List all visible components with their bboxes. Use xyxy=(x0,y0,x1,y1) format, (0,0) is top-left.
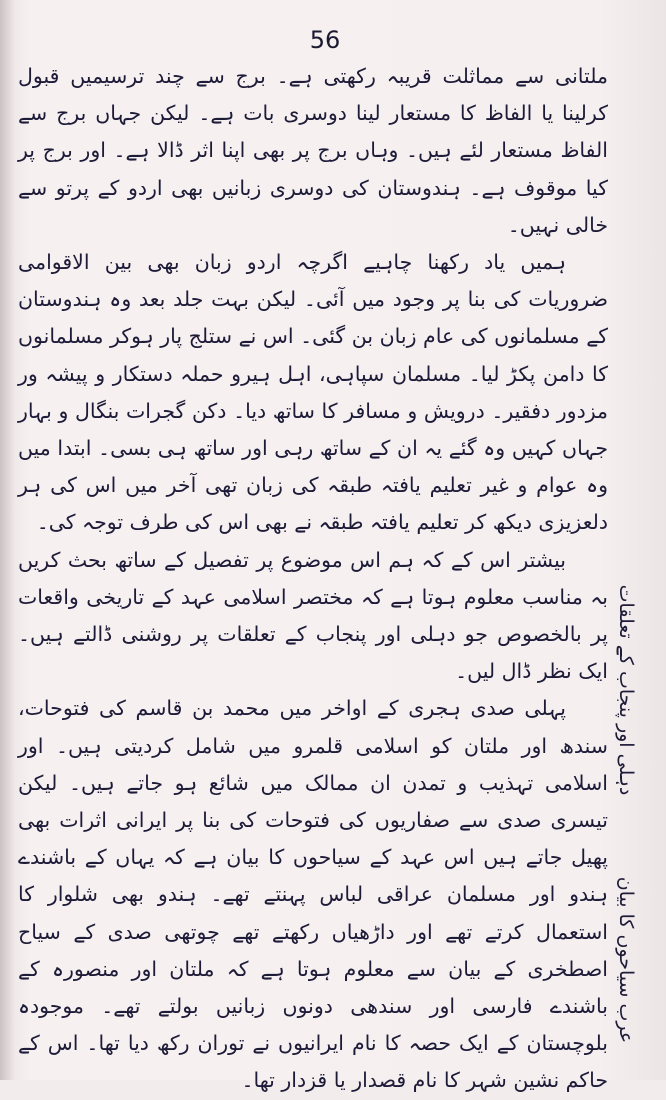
page-body-text xyxy=(18,58,608,1100)
paragraph-1: ملتانی سے مماثلت قریبہ رکھتی ہے۔ برج سے چند ترسیمیں قبول کرلینا یا الفاظ کا مستعار لینا دوسری بات ہے۔ لیکن جہاں برج سے الفاظ مستعار لئے ہیں۔ وہاں برج پر بھی اپنا اثر ڈالا ہے۔ اور برج پر کیا موقوف ہے۔ ہندوستان کی دوسری زبانیں بھی اردو کے پرتو سے خالی نہیں۔ xyxy=(18,64,608,237)
margin-heading-delhi-punjab xyxy=(596,530,656,850)
page-number: 56 xyxy=(309,26,341,54)
margin-heading-text: دہلی اور پنجاب کے تعلقات xyxy=(615,584,637,796)
paragraph-2: ہمیں یاد رکھنا چاہیے اگرچہ اردو زبان بھی بین الاقوامی ضروریات کی بنا پر وجود میں آئی۔ لیکن بہت جلد بعد وہ ہندوستان کے مسلمانوں کی عام زبان بن گئی۔ اس نے ستلج پار ہوکر مسلمانوں کا دامن پکڑ لیا۔ مسلمان سپاہی، اہل ہیرو حملہ دستکار و پیشہ ور مزدور دفقیر۔ درویش و مسافر کا ساتھ دیا۔ دکن گجرات بنگال و بہار جہاں کہیں وہ گئے یہ ان کے ساتھ رہی اور ساتھ ہی بسی۔ ابتدا میں وہ عوام و غیر تعلیم یافتہ طبقہ کی زبان تھی آخر میں اس کی ہر دلعزیزی دیکھ کر تعلیم یافتہ طبقہ نے بھی اس کی طرف توجہ کی۔ xyxy=(18,250,608,535)
page-binding-edge xyxy=(0,0,14,1080)
paragraph-3: بیشتر اس کے کہ ہم اس موضوع پر تفصیل کے ساتھ بحث کریں بہ مناسب معلوم ہوتا ہے کہ مختصر اسلامی عہد کے تاریخی واقعات پر بالخصوص جو دہلی اور پنجاب کے تعلقات پر روشنی ڈالتے ہیں۔ ایک نظر ڈال لیں۔ xyxy=(18,547,608,684)
margin-heading-text: عرب سیاحوں کا بیان xyxy=(615,876,637,1044)
paragraph-4: پہلی صدی ہجری کے اواخر میں محمد بن قاسم کی فتوحات، سندھ اور ملتان کو اسلامی قلمرو میں شامل کردیتی ہیں۔ اور اسلامی تہذیب و تمدن ان ممالک میں شائع ہو جاتے ہیں۔ لیکن تیسری صدی سے صفاریوں کی فتوحات کی بنا پر ایرانی اثرات بھی پھیل جاتے ہیں اس عہد کے سیاحوں کا بیان ہے کہ یہاں کے باشندے ہندو اور مسلمان عراقی لباس پہنتے تھے۔ ہندو بھی شلوار کا استعمال کرتے تھے اور داڑھیاں رکھتے تھے چوتھی صدی کے سیاح اصطخری کے بیان سے معلوم ہوتا ہے کہ ملتان اور منصورہ کے باشندے فارسی اور سندھی دونوں زبانیں بولتے تھے۔ موجودہ بلوچستان کے ایک حصہ کا نام ایرانیوں نے توران رکھ دیا تھا۔ اس کے حاکم نشین شہر کا نام قصدار یا قزدار تھا۔ xyxy=(18,696,608,1093)
margin-heading-arab-travelers xyxy=(596,860,656,1060)
